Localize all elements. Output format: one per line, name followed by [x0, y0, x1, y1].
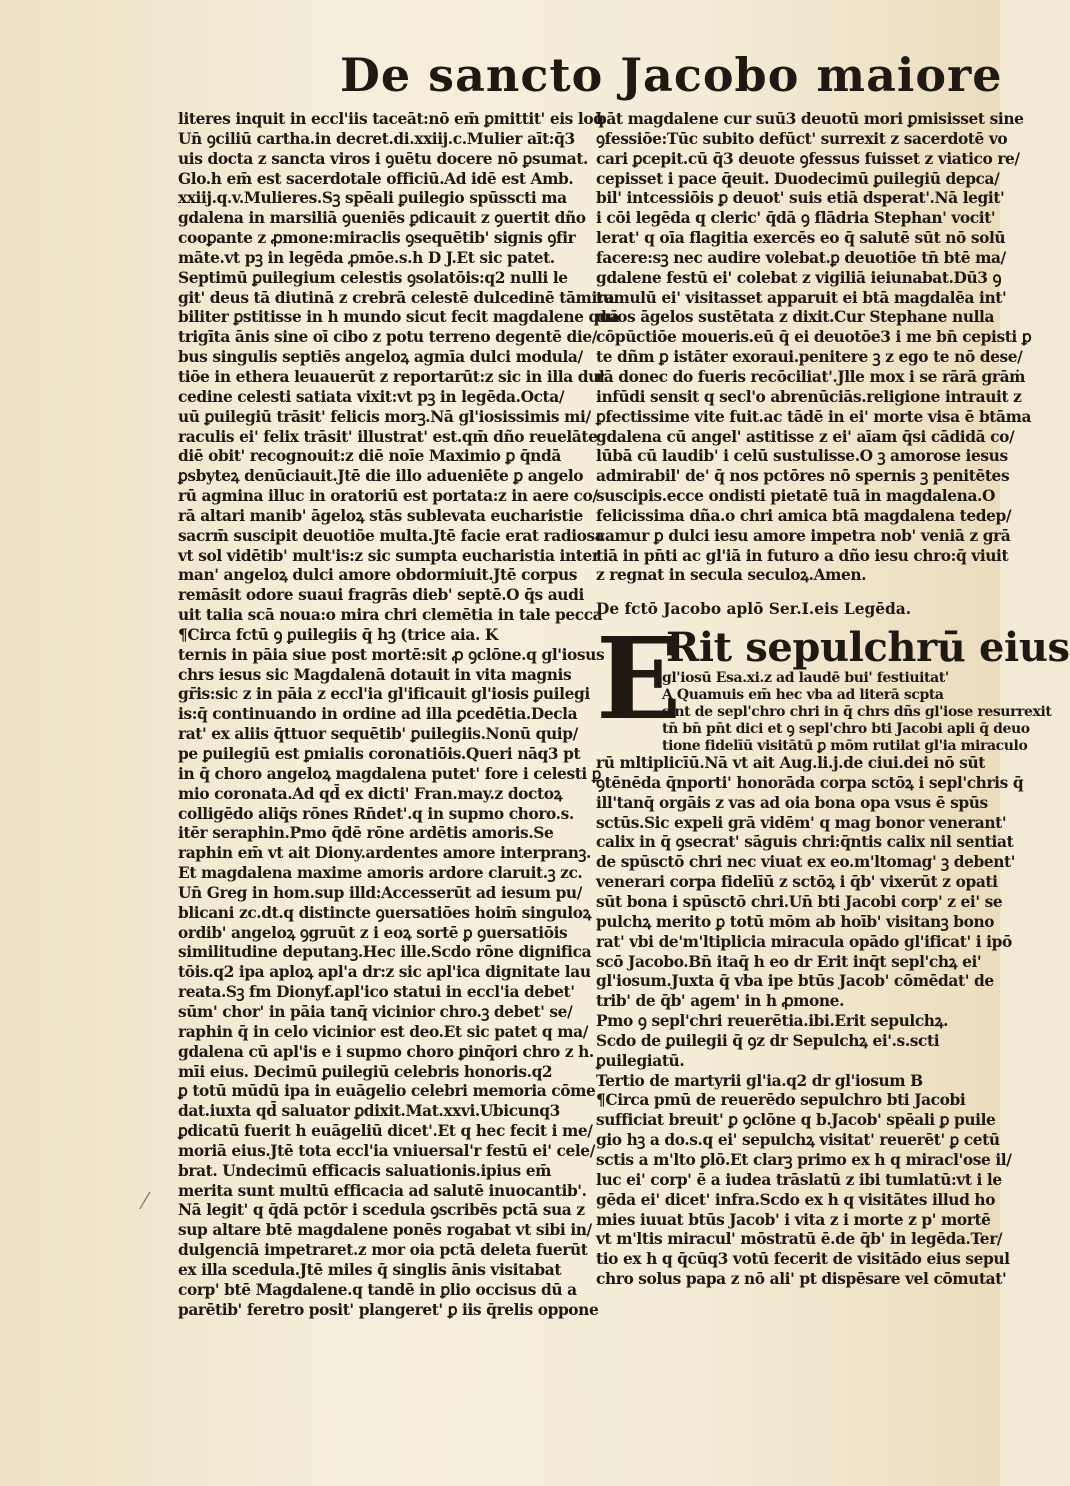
section-heading: De fctō Jacobo aplō Ser.I.eis Legēda. — [596, 600, 912, 619]
text-line: gl'iosū Esa.xi.z ad laudē bui' festiuitat' — [662, 670, 949, 687]
text-line: bil' intcessiōis ꝑ deuot' suis etiā dsperat'.Nā legit' — [596, 189, 1005, 208]
text-line: z regnat in secula seculoꝝ.Amen. — [596, 566, 867, 585]
text-line: blicani zc.dt.q distincte ꝯuersatiōes hoim̄ singuloꝝ — [178, 903, 592, 922]
text-line: gdalene festū ei' colebat z vigiliā ieiunabat.Dū3 ꝯ — [596, 268, 1002, 287]
text-line: ex illa scedula.Jtē miles q̄ singlis ānis visitabat — [178, 1260, 562, 1279]
text-line: pulchꝝ merito ꝑ totū mōm ab hoīb' visitanꝫ bono — [596, 912, 995, 931]
text-line: ꝑuilegiatū. — [596, 1051, 685, 1070]
text-line: Nā legit' q q̄dā pctōr i scedula ꝯscribēs pctā sua z — [178, 1201, 585, 1220]
text-line: git' deus tā diutinā z crebrā celestē dulcedinē tāmira — [178, 288, 615, 307]
text-line: vt sol vidētib' mult'is:z sic sumpta eucharistia inter — [178, 546, 600, 565]
text-line: Un̄ ꝯciliū cartha.in decret.di.xxiij.c.Mulier aīt:q̄3 — [178, 129, 575, 148]
text-line: sufficiat breuit' ꝑ ꝯclōne q b.Jacob' spēali ꝑ puile — [596, 1111, 996, 1130]
text-line: te dñm ꝑ istāter exoraui.penitere ꝫ z ego te nō dese/ — [596, 348, 1023, 367]
text-line: gdalena in marsiliā ꝯueniēs ꝑdicauit z ꝯuertit dño — [178, 209, 586, 228]
text-line: ¶Circa pmū de reuerēdo sepulchro bti Jacobi — [596, 1091, 966, 1110]
text-line: tio ex h q q̄cūq3 votū fecerit de visitādo eius sepul — [596, 1250, 1010, 1269]
text-line: tiōe in ethera leuauerūt z reportarūt:z sic in illa dul — [178, 367, 605, 386]
text-line: dulgenciā impetraret.z mor oia pctā deleta fuerūt — [178, 1241, 588, 1260]
text-line: diē obit' recognouit:z diē noīe Maximio ꝑ q̄ndā — [178, 447, 561, 466]
text-line: moriā eius.Jtē tota eccl'ia vniuersal'r festū ei' cele/ — [178, 1141, 595, 1160]
sermon-ending — [596, 110, 1032, 586]
text-line: rū agmina illuc in oratoriū est portata:z in aere co/ — [178, 487, 598, 506]
text-line: xxiij.q.v.Mulieres.Sꝫ spēali ꝑuilegio spūsscti ma — [178, 189, 567, 208]
text-line: rā altari manib' āgeloꝝ stās sublevata eucharistie — [178, 506, 583, 525]
text-line: venerari corpa fidelīū z sctōꝝ i q̄b' vixerūt z opati — [596, 873, 998, 892]
text-line: tn̄ bn̄ pn̄t dici et ꝯ sepl'chro bti Jacobi apli q̄ deuo — [662, 721, 1030, 738]
text-line: admirabil' de' q̄ nos pctōres nō spernis ꝫ penitētes — [596, 467, 1010, 486]
text-line: remāsit odore suaui fragrās dieb' septē.O q̄s audi — [178, 586, 584, 605]
text-line: man' angeloꝝ dulci amore obdormiuit.Jtē corpus — [178, 566, 578, 585]
text-line: sūm' chor' in pāia tanq̄ vicinior chro.ꝫ debet' se/ — [178, 1002, 573, 1021]
text-line: trib' de q̄b' agem' in h ꝓmone. — [596, 992, 845, 1011]
text-line: ꝑdicatū fuerit h euāgeliū dicet'.Et q hec fecit i me/ — [178, 1122, 593, 1141]
text-line: mio coronata.Ad qd̄ ex dicti' Fran.may.z doctoꝝ — [178, 784, 563, 803]
text-line: Septimū ꝑuilegium celestis ꝯsolatōis:q2 nulli le — [178, 268, 568, 287]
column-gap — [596, 586, 988, 600]
text-line: cepisset i pace q̄euit. Duodecimū ꝑuilegiū depca/ — [596, 169, 1000, 188]
text-line: cari ꝑcepit.cū q̄3 deuote ꝯfessus fuisset z viatico re/ — [596, 149, 1020, 168]
text-line: ꝑ totū mūdū ipa in euāgelio celebri memoria cōme — [178, 1082, 596, 1101]
text-line: raculis ei' felix trāsit' illustrat' est.qm̄ dño reuelāte — [178, 427, 598, 446]
text-line: mīi eius. Decimū ꝑuilegiū celebris honoris.q2 — [178, 1062, 553, 1081]
text-line: vt m'ltis miracul' mōstratū ē.de q̄b' in legēda.Ter/ — [596, 1230, 1003, 1249]
sermon-body — [596, 754, 1024, 1290]
text-line: sctūs.Sic expeli grā vidēm' q mag bonor venerant' — [596, 813, 1007, 832]
drop-initial: E — [596, 614, 681, 746]
text-line: reata.Sꝫ fm Dionyf.apl'ico statui in eccl'ia debet' — [178, 983, 575, 1002]
text-line: gio hꝫ a do.s.q ei' sepulchꝝ visitat' reuerēt' ꝑ cetū — [596, 1131, 1000, 1150]
text-line: bus singulis septiēs angeloꝝ agmīa dulci modula/ — [178, 348, 583, 367]
text-line: brat. Undecimū efficacis saluationis.ipius em̄ — [178, 1161, 552, 1180]
text-line: bāt magdalene cur suū3 deuotū mori ꝑmisisset sine — [596, 110, 1024, 128]
text-line: gr̄is:sic z in pāia z eccl'ia gl'ificauit gl'iosis ꝑuilegi — [178, 685, 590, 704]
text-line: gdalena cū apl'is e i supmo choro ꝑinq̄ori chro z h. — [178, 1042, 594, 1061]
text-line: cedine celesti satiata vixit:vt pꝫ in legēda.Octa/ — [178, 387, 565, 406]
text-line: itēr seraphin.Pmo q̄dē rōne ardētis amoris.Se — [178, 824, 554, 843]
text-line: lūbā cū laudib' i celū sustulisse.O ꝫ amorose iesus — [596, 447, 1008, 466]
text-line: ꝯtēnēda q̄nporti' honorāda corpa sctōꝝ i sepl'chris q̄ — [596, 773, 1024, 792]
text-line: luc ei' corp' ē a iudea trāslatū z ibi tumlatū:vt i le — [596, 1170, 1002, 1189]
margin-pen-mark: ⁄ — [143, 1190, 147, 1215]
text-line: dat.iuxta qd̄ saluator ꝑdixit.Mat.xxvi.Ubicunq3 — [178, 1102, 560, 1121]
text-line: raphin em̄ vt ait Diony.ardentes amore interpranꝫ. — [178, 844, 591, 863]
text-line: infūdi sensit q secl'o abrenūciās.religione intrauit z — [596, 387, 1022, 406]
text-line: scō Jacobo.Bn̄ itaq̄ h eo dr Erit inq̄t sepl'chꝝ ei' — [596, 952, 982, 971]
text-line: literes inquit in eccl'iis taceāt:nō em̄ ꝑmittit' eis loq̄ — [178, 110, 604, 128]
text-line: rū mltiplicīū.Nā vt ait Aug.li.j.de ciui.dei nō sūt — [596, 754, 985, 773]
text-line: chrs iesus sic Magdalenā dotauit in vita magnis — [178, 665, 572, 684]
text-line: suscipis.ecce ondisti pietatē tuā in magdalena.O — [596, 487, 995, 506]
text-line: gdalena cū angel' astitisse z ei' aīam q̄si cādidā co/ — [596, 427, 1015, 446]
text-line: merita sunt multū efficacia ad salutē inuocantib'. — [178, 1181, 587, 1200]
text-line: camur ꝑ dulci iesu amore impetra nob' veniā z grā — [596, 526, 1011, 545]
text-line: ¶Circa fctū ꝯ ꝑuilegiis q̄ hꝫ (trice aia. K — [178, 625, 498, 644]
running-title: De sancto Jacobo maiore — [340, 48, 1003, 102]
initial-block — [596, 614, 1070, 755]
text-line: calix in q̄ ꝯsecrat' sāguis chri:q̄ntis calix nil sentiat — [596, 833, 1014, 852]
text-line: tiā in pn̄ti ac gl'iā in futuro a dño iesu chro:q̄ viuit — [596, 546, 1009, 565]
text-line: A Quamuis em̄ hec vba ad literā scpta — [662, 687, 944, 704]
text-line: i cōi legēda q cleric' q̄dā ꝯ flādria Stephan' vocit' — [596, 209, 996, 228]
text-line: cōpūctiōe moueris.eū q̄ ei deuotōe3 i me bn̄ cepisti ꝑ — [596, 328, 1032, 347]
text-line: trigīta ānis sine oī cibo z potu terreno degentē die/ — [178, 328, 597, 347]
text-line: sup altare btē magdalene ponēs rogabat vt sibi in/ — [178, 1221, 592, 1240]
text-line: lerat' q oīa flagitia exercēs eo q̄ salutē sūt nō solū — [596, 229, 1006, 248]
left-text-column — [178, 110, 620, 1320]
text-line: sūt bona i spūsctō chri.Un̄ bti Jacobi corp' z ei' se — [596, 893, 1003, 911]
text-line: Tertio de martyrii gl'ia.q2 dr gl'iosum B — [596, 1071, 923, 1090]
text-line: māte.vt pꝫ in legēda ꝓmōe.s.h D J.Et sic patet. — [178, 248, 555, 267]
text-line: ꝑsbyteꝝ denūciauit.Jtē die illo adueniēte ꝑ angelo — [178, 467, 584, 486]
text-line: sacrm̄ suscipit deuotiōe multa.Jtē facie erat radiosa — [178, 526, 605, 545]
text-line: tione fidelīū visitātū ꝑ mōm rutilat gl'ia miraculo — [662, 738, 1028, 755]
text-line: Glo.h em̄ est sacerdotale officiū.Ad idē est Amb. — [178, 169, 574, 188]
text-line: ternis in pāia siue post mortē:sit ꝓ ꝯclōne.q gl'iosus — [178, 645, 605, 664]
text-line: corp' btē Magdalene.q tandē in ꝑlio occisus dū a — [178, 1280, 577, 1299]
text-line: rā donec do fueris recōciliat'.Jlle mox i se rārā grāṁ — [596, 367, 1026, 386]
text-line: raphin q̄ in celo vicinior est deo.Et sic patet q ma/ — [178, 1022, 588, 1041]
text-line: similitudine deputanꝫ.Hec ille.Scdo rōne dignifica — [178, 943, 592, 962]
large-opening-line: Rit sepulchrū eius — [666, 624, 1070, 672]
text-line: ordib' angeloꝝ ꝯgruūt z i eoꝝ sortē ꝑ ꝯuersatiōis — [178, 923, 568, 942]
text-line: pe ꝑuilegiū est ꝑmialis coronatiōis.Queri nāq3 pt — [178, 745, 581, 763]
text-line: uis docta z sancta viros i ꝯuētu docere nō ꝑsumat. — [178, 149, 589, 168]
text-line: rat' vbi de'm'ltiplicia miracula opādo gl'ificat' i ipō — [596, 932, 1012, 951]
text-line: in q̄ choro angeloꝝ magdalena putet' fore i celesti ꝑ — [178, 764, 601, 783]
text-line: Pmo ꝯ sepl'chri reuerētia.ibi.Erit sepulchꝝ. — [596, 1012, 949, 1031]
text-line: ꝑfectissime vite fuit.ac tādē in ei' morte visa ē btāma — [596, 407, 1032, 426]
text-line: gēda ei' dicet' infra.Scdo ex h q visitātes illud ho — [596, 1190, 996, 1209]
text-line: mies iuuat btūs Jacob' i vita z i morte z p' mortē — [596, 1210, 991, 1229]
text-line: rat' ex aliis q̄ttuor sequētib' ꝑuilegiis.Nonū quip/ — [178, 725, 578, 744]
text-line: sctis a m'lto ꝑlō.Et clarꝫ primo ex h q miracl'ose il/ — [596, 1150, 1012, 1169]
text-line: cooꝑante z ꝓmone:miraclis ꝯsequētib' signis ꝯfir — [178, 229, 576, 248]
text-line: sint de sepl'chro chri in q̄ chrs dñs gl'iose resurrexit — [662, 704, 1052, 721]
text-line: Scdo de ꝑuilegii q̄ ꝯz dr Sepulchꝝ ei'.s.scti — [596, 1031, 940, 1050]
text-line: colligēdo aliq̄s rōnes Rn̄det'.q in supmo choro.s. — [178, 804, 574, 823]
text-line: felicissima dña.o chri amica btā magdalena tedep/ — [596, 506, 1012, 525]
text-line: duos āgelos sustētata z dixit.Cur Stephane nulla — [596, 308, 995, 327]
text-line: de spūsctō chri nec viuat ex eo.m'ltomag' ꝫ debent' — [596, 853, 1016, 872]
text-line: parētib' feretro posit' plangeret' ꝑ iis q̄relis oppone — [178, 1300, 599, 1319]
text-line: ill'tanq̄ orgāis z vas ad oia bona opa vsus ē spūs — [596, 793, 988, 812]
text-line: facere:sꝫ nec audire volebat.ꝑ deuotiōe tn̄ btē ma/ — [596, 248, 1006, 267]
text-line: Un̄ Greg in hom.sup illd:Accesserūt ad iesum pu/ — [178, 883, 582, 902]
right-text-column — [596, 110, 1070, 1290]
text-line: Et magdalena maxime amoris ardore claruit.ꝫ zc. — [178, 864, 583, 883]
text-line: tumulū ei' visitasset apparuit ei btā magdalēa int' — [596, 288, 1007, 307]
text-line: ꝯfessiōe:Tūc subito defūct' surrexit z sacerdotē vo — [596, 129, 1008, 148]
text-line: gl'iosum.Juxta q̄ vba ipe btūs Jacob' cōmēdat' de — [596, 972, 994, 991]
text-line: biliter ꝑstitisse in h mundo sicut fecit magdalene quā — [178, 308, 620, 327]
text-line: uū ꝑuilegiū trāsit' felicis morꝫ.Nā gl'iosissimis mi/ — [178, 407, 591, 426]
text-line: is:q̄ continuando in ordine ad illa ꝑcedētia.Decla — [178, 705, 578, 724]
text-line: chro solus papa z nō ali' pt dispēsare vel cōmutat' — [596, 1270, 1007, 1289]
text-line: uit talia scā noua:o mira chri clemētia in tale pecca — [178, 606, 603, 625]
text-line: tōis.q2 ipa aploꝝ apl'a dr:z sic apl'ica dignitate lau — [178, 963, 591, 982]
